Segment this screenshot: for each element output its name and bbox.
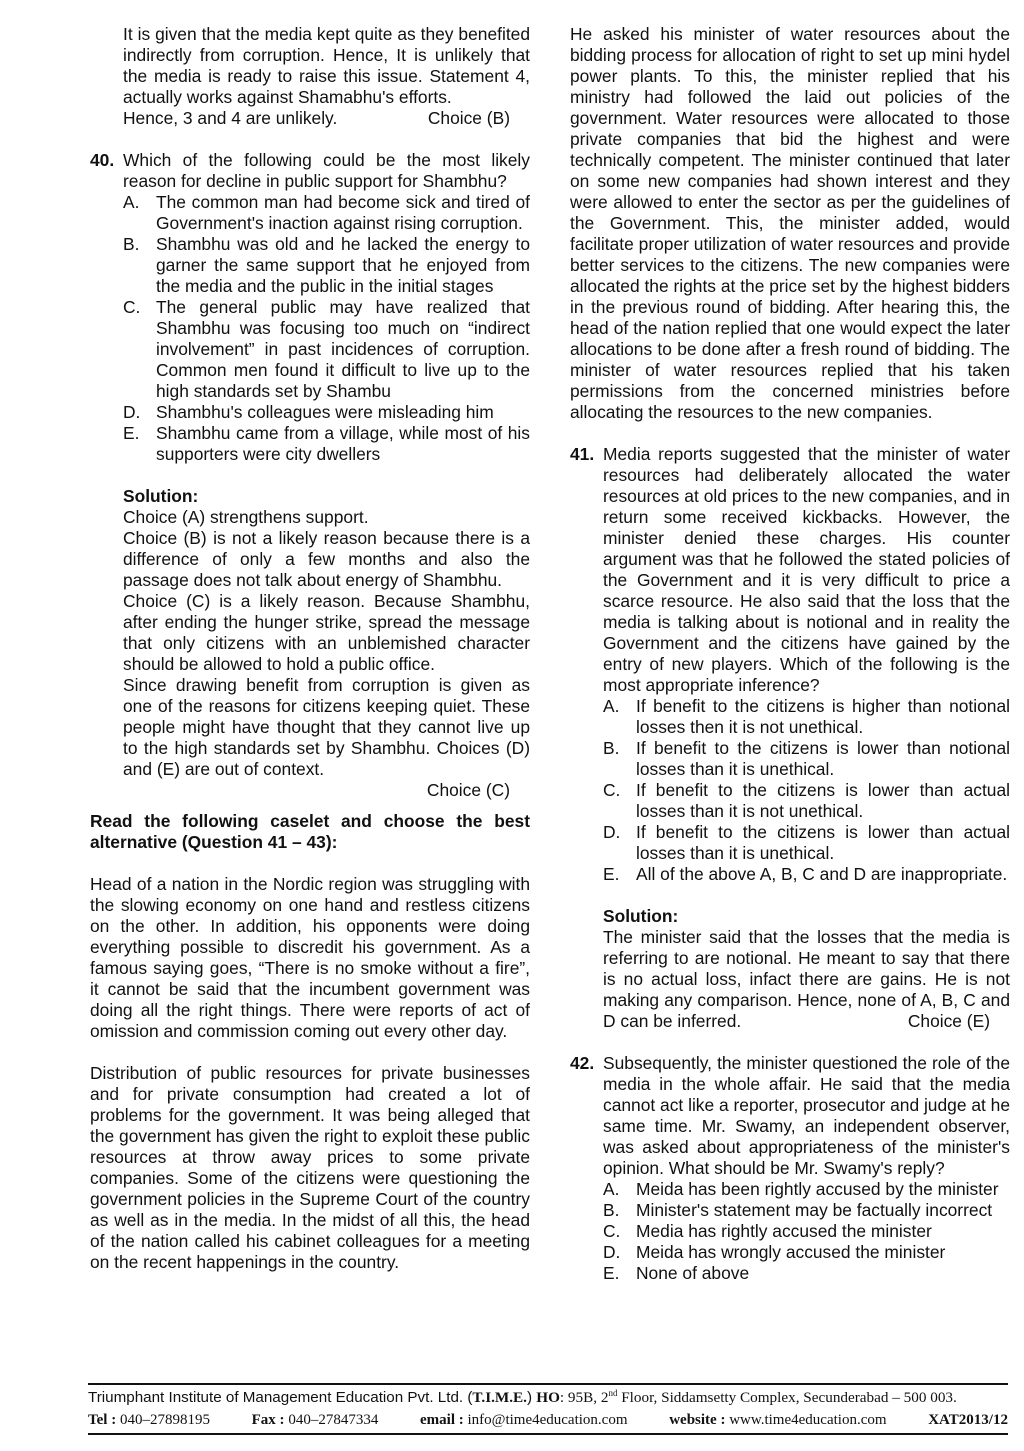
- address-pre: : 95B, 2: [559, 1389, 609, 1406]
- option-letter: D.: [123, 402, 141, 422]
- option-text: If benefit to the citizens is lower than notional losses than it is unethical.: [636, 738, 1010, 779]
- website-link[interactable]: www.time4education.com: [729, 1412, 887, 1428]
- option-d: [603, 822, 1010, 864]
- caselet-paragraph: Head of a nation in the Nordic region was struggling with the slowing economy on one hand and restless citizens on the other. In addition, his opponents were doing everything possible to discredit his government. As a famous saying goes, “There is no smoke without a fire”, it cannot be said that the incumbent government was doing all the right things. There were reports of act of omission and commission coming out every other day.: [90, 874, 530, 1041]
- website: [669, 1409, 886, 1431]
- option-text: Meida has wrongly accused the minister: [636, 1242, 946, 1262]
- option-letter: B.: [603, 738, 620, 758]
- address-sup: nd: [608, 1387, 618, 1398]
- answer-choice: Choice (B): [427, 108, 510, 128]
- tel-label: Tel :: [88, 1412, 117, 1428]
- solution-text: The minister said that the losses that the media is referring to are notional. He meant to say that there is no actual loss, infact there are gains. He is not making any comparison. Hence, none of A, B, C and D can be inferred.: [603, 927, 1010, 1031]
- conclusion-text: Hence, 3 and 4 are unlikely.: [123, 108, 338, 128]
- caselet-continued: He asked his minister of water resources about the bidding process for allocation of right to set up mini hydel power plants. To this, the minister replied that his ministry had followed the laid out policies of the government. Water resources were allocated to those private companies that bid the highest and were technically competent. The minister continued that later on some new companies had shown interest and they were allowed to enter the sector as per the guidelines of the Government. This, the minister added, would facilitate proper utilization of water resources and provide better services to the citizens. The new companies were allocated the rights at the price set by the highest bidders in the previous round of bidding. After hearing this, the head of the nation replied that one would expect the later allocations to be done after a fresh round of bidding. The minister of water resources replied that his taken permissions from the concerned ministries before allocating the resources to the new companies.: [570, 24, 1010, 422]
- fax-label: Fax :: [251, 1412, 285, 1428]
- institute-name: Triumphant Institute of Management Education Pvt. Ltd. (: [88, 1389, 473, 1406]
- question-text: Media reports suggested that the minister of water resources had deliberately allocated the water resources at old prices to the new companies, and in return some received kickbacks. However, the minister denied these charges. His counter argument was that he followed the stated policies of the Government and it is very difficult to price a scarce resource. He also said that the loss that the media is talking about is notional and in reality the Government and the citizens have gained by the entry of new players. Which of the following is the most appropriate inference?: [603, 444, 1010, 695]
- page-code: XAT2013/12: [928, 1412, 1008, 1428]
- option-letter: D.: [603, 822, 621, 842]
- solution-paragraph: Choice (C) is a likely reason. Because Shambhu, after ending the hunger strike, spread the message that only citizens with an unblemished character should be allowed to hold a public office.: [123, 591, 530, 674]
- solution-block: [603, 906, 1010, 1032]
- option-letter: E.: [603, 1263, 620, 1283]
- question-number: 42.: [570, 1053, 595, 1073]
- caselet-paragraph: Distribution of public resources for private businesses and for private consumption had created a lot of problems for the government. It was being alleged that the government has given the right to exploit these public resources at throw away prices to some private companies. Some of the citizens were questioning the government policies in the Supreme Court of the country as well as in the media. In the midst of all this, the head of the nation called his cabinet colleagues for a meeting on the recent happenings in the country.: [90, 1063, 530, 1272]
- option-letter: B.: [603, 1200, 620, 1220]
- option-text: Media has rightly accused the minister: [636, 1221, 932, 1241]
- option-a: [123, 192, 530, 234]
- option-c: [123, 297, 530, 402]
- option-text: Meida has been rightly accused by the minister: [636, 1179, 999, 1199]
- website-label: website :: [669, 1412, 726, 1428]
- option-letter: A.: [123, 192, 140, 212]
- fax: [252, 1409, 379, 1431]
- option-letter: D.: [603, 1242, 621, 1262]
- option-letter: A.: [603, 1179, 620, 1199]
- page-footer: [88, 1383, 1008, 1435]
- option-a: [603, 696, 1010, 738]
- email-label: email :: [420, 1412, 464, 1428]
- tel: [88, 1409, 210, 1431]
- option-c: [603, 780, 1010, 822]
- option-text: All of the above A, B, C and D are inappropriate.: [636, 864, 1008, 884]
- institute-abbr: T.I.M.E.: [472, 1389, 527, 1406]
- option-e: [123, 423, 530, 465]
- email-link[interactable]: info@time4education.com: [467, 1412, 628, 1428]
- solution-text: It is given that the media kept quite as they benefited indirectly from corruption. Hence, It is unlikely that the media is ready to raise this issue. Statement 4, actually works against Shamabhu's efforts.: [123, 24, 530, 107]
- paren: ): [526, 1389, 533, 1406]
- option-text: If benefit to the citizens is lower than actual losses than it is unethical.: [636, 822, 1010, 863]
- fax-value: 040–27847334: [288, 1412, 379, 1428]
- option-letter: C.: [603, 780, 621, 800]
- option-letter: E.: [603, 864, 620, 884]
- solution-label: Solution:: [603, 906, 679, 926]
- option-text: If benefit to the citizens is higher than notional losses then it is not unethical.: [636, 696, 1010, 737]
- solution-paragraph: Choice (B) is not a likely reason because there is a difference of only a few months and also the passage does not talk about energy of Shambhu.: [123, 528, 530, 590]
- option-text: Shambhu's colleagues were misleading him: [156, 402, 494, 422]
- q39-solution-tail: [90, 24, 530, 129]
- answer-choice: Choice (E): [902, 1011, 990, 1032]
- footer-address-line: [88, 1387, 1008, 1409]
- options-list: [123, 192, 530, 465]
- question-40: [90, 150, 530, 801]
- option-letter: B.: [123, 234, 140, 254]
- question-42: [570, 1053, 1010, 1284]
- option-letter: E.: [123, 423, 140, 443]
- question-text: Which of the following could be the most likely reason for decline in public support for Shambhu?: [123, 150, 530, 191]
- option-text: Shambhu came from a village, while most of his supporters were city dwellers: [156, 423, 530, 464]
- option-b: [603, 1200, 1010, 1221]
- question-text: Subsequently, the minister questioned the role of the media in the whole affair. He said that the media cannot act like a reporter, prosecutor and judge at he same time. Mr. Swamy, an independent observer, was asked about appropriateness of the minister's opinion. What should be Mr. Swamy's reply?: [603, 1053, 1011, 1178]
- caselet-heading: Read the following caselet and choose the best alternative (Question 41 – 43):: [90, 811, 530, 852]
- solution-block: [123, 486, 530, 801]
- ho-label: HO: [536, 1389, 560, 1406]
- option-text: Minister's statement may be factually incorrect: [636, 1200, 993, 1220]
- option-d: [603, 1242, 1010, 1263]
- option-d: [123, 402, 530, 423]
- option-e: [603, 864, 1010, 885]
- solution-label: Solution:: [123, 486, 199, 506]
- solution-paragraph: Since drawing benefit from corruption is given as one of the reasons for citizens keeping quiet. These people might have thought that they cannot live up to the high standards set by Shambhu. Choices (D) and (E) are out of context.: [123, 675, 530, 779]
- option-text: Shambhu was old and he lacked the energy to garner the same support that he enjoyed from the media and the public in the initial stages: [156, 234, 530, 296]
- answer-choice: Choice (C): [426, 780, 510, 800]
- solution-conclusion: [90, 108, 530, 129]
- solution-paragraph: Choice (A) strengthens support.: [123, 507, 369, 527]
- question-41: [570, 444, 1010, 1032]
- options-list: [603, 1179, 1010, 1284]
- option-e: [603, 1263, 1010, 1284]
- left-column: [90, 24, 530, 1273]
- option-text: If benefit to the citizens is lower than actual losses than it is not unethical.: [636, 780, 1010, 821]
- option-b: [603, 738, 1010, 780]
- question-number: 40.: [90, 150, 115, 170]
- right-column: [570, 24, 1010, 1284]
- options-list: [603, 696, 1010, 885]
- option-text: None of above: [636, 1263, 750, 1283]
- option-letter: C.: [123, 297, 141, 317]
- footer-contact-line: [88, 1409, 1008, 1431]
- option-letter: A.: [603, 696, 620, 716]
- option-letter: C.: [603, 1221, 621, 1241]
- email: [420, 1409, 628, 1431]
- address-post: Floor, Siddamsetty Complex, Secunderabad – 500 003.: [617, 1389, 957, 1406]
- option-text: The general public may have realized that Shambhu was focusing too much on “indirect involvement” in past incidences of corruption. Common men found it difficult to live up to the high standards set by Shambu: [156, 297, 530, 401]
- question-number: 41.: [570, 444, 595, 464]
- option-b: [123, 234, 530, 297]
- option-text: The common man had become sick and tired of Government's inaction against rising corruption.: [156, 192, 530, 233]
- option-c: [603, 1221, 1010, 1242]
- tel-value: 040–27898195: [119, 1412, 210, 1428]
- option-a: [603, 1179, 1010, 1200]
